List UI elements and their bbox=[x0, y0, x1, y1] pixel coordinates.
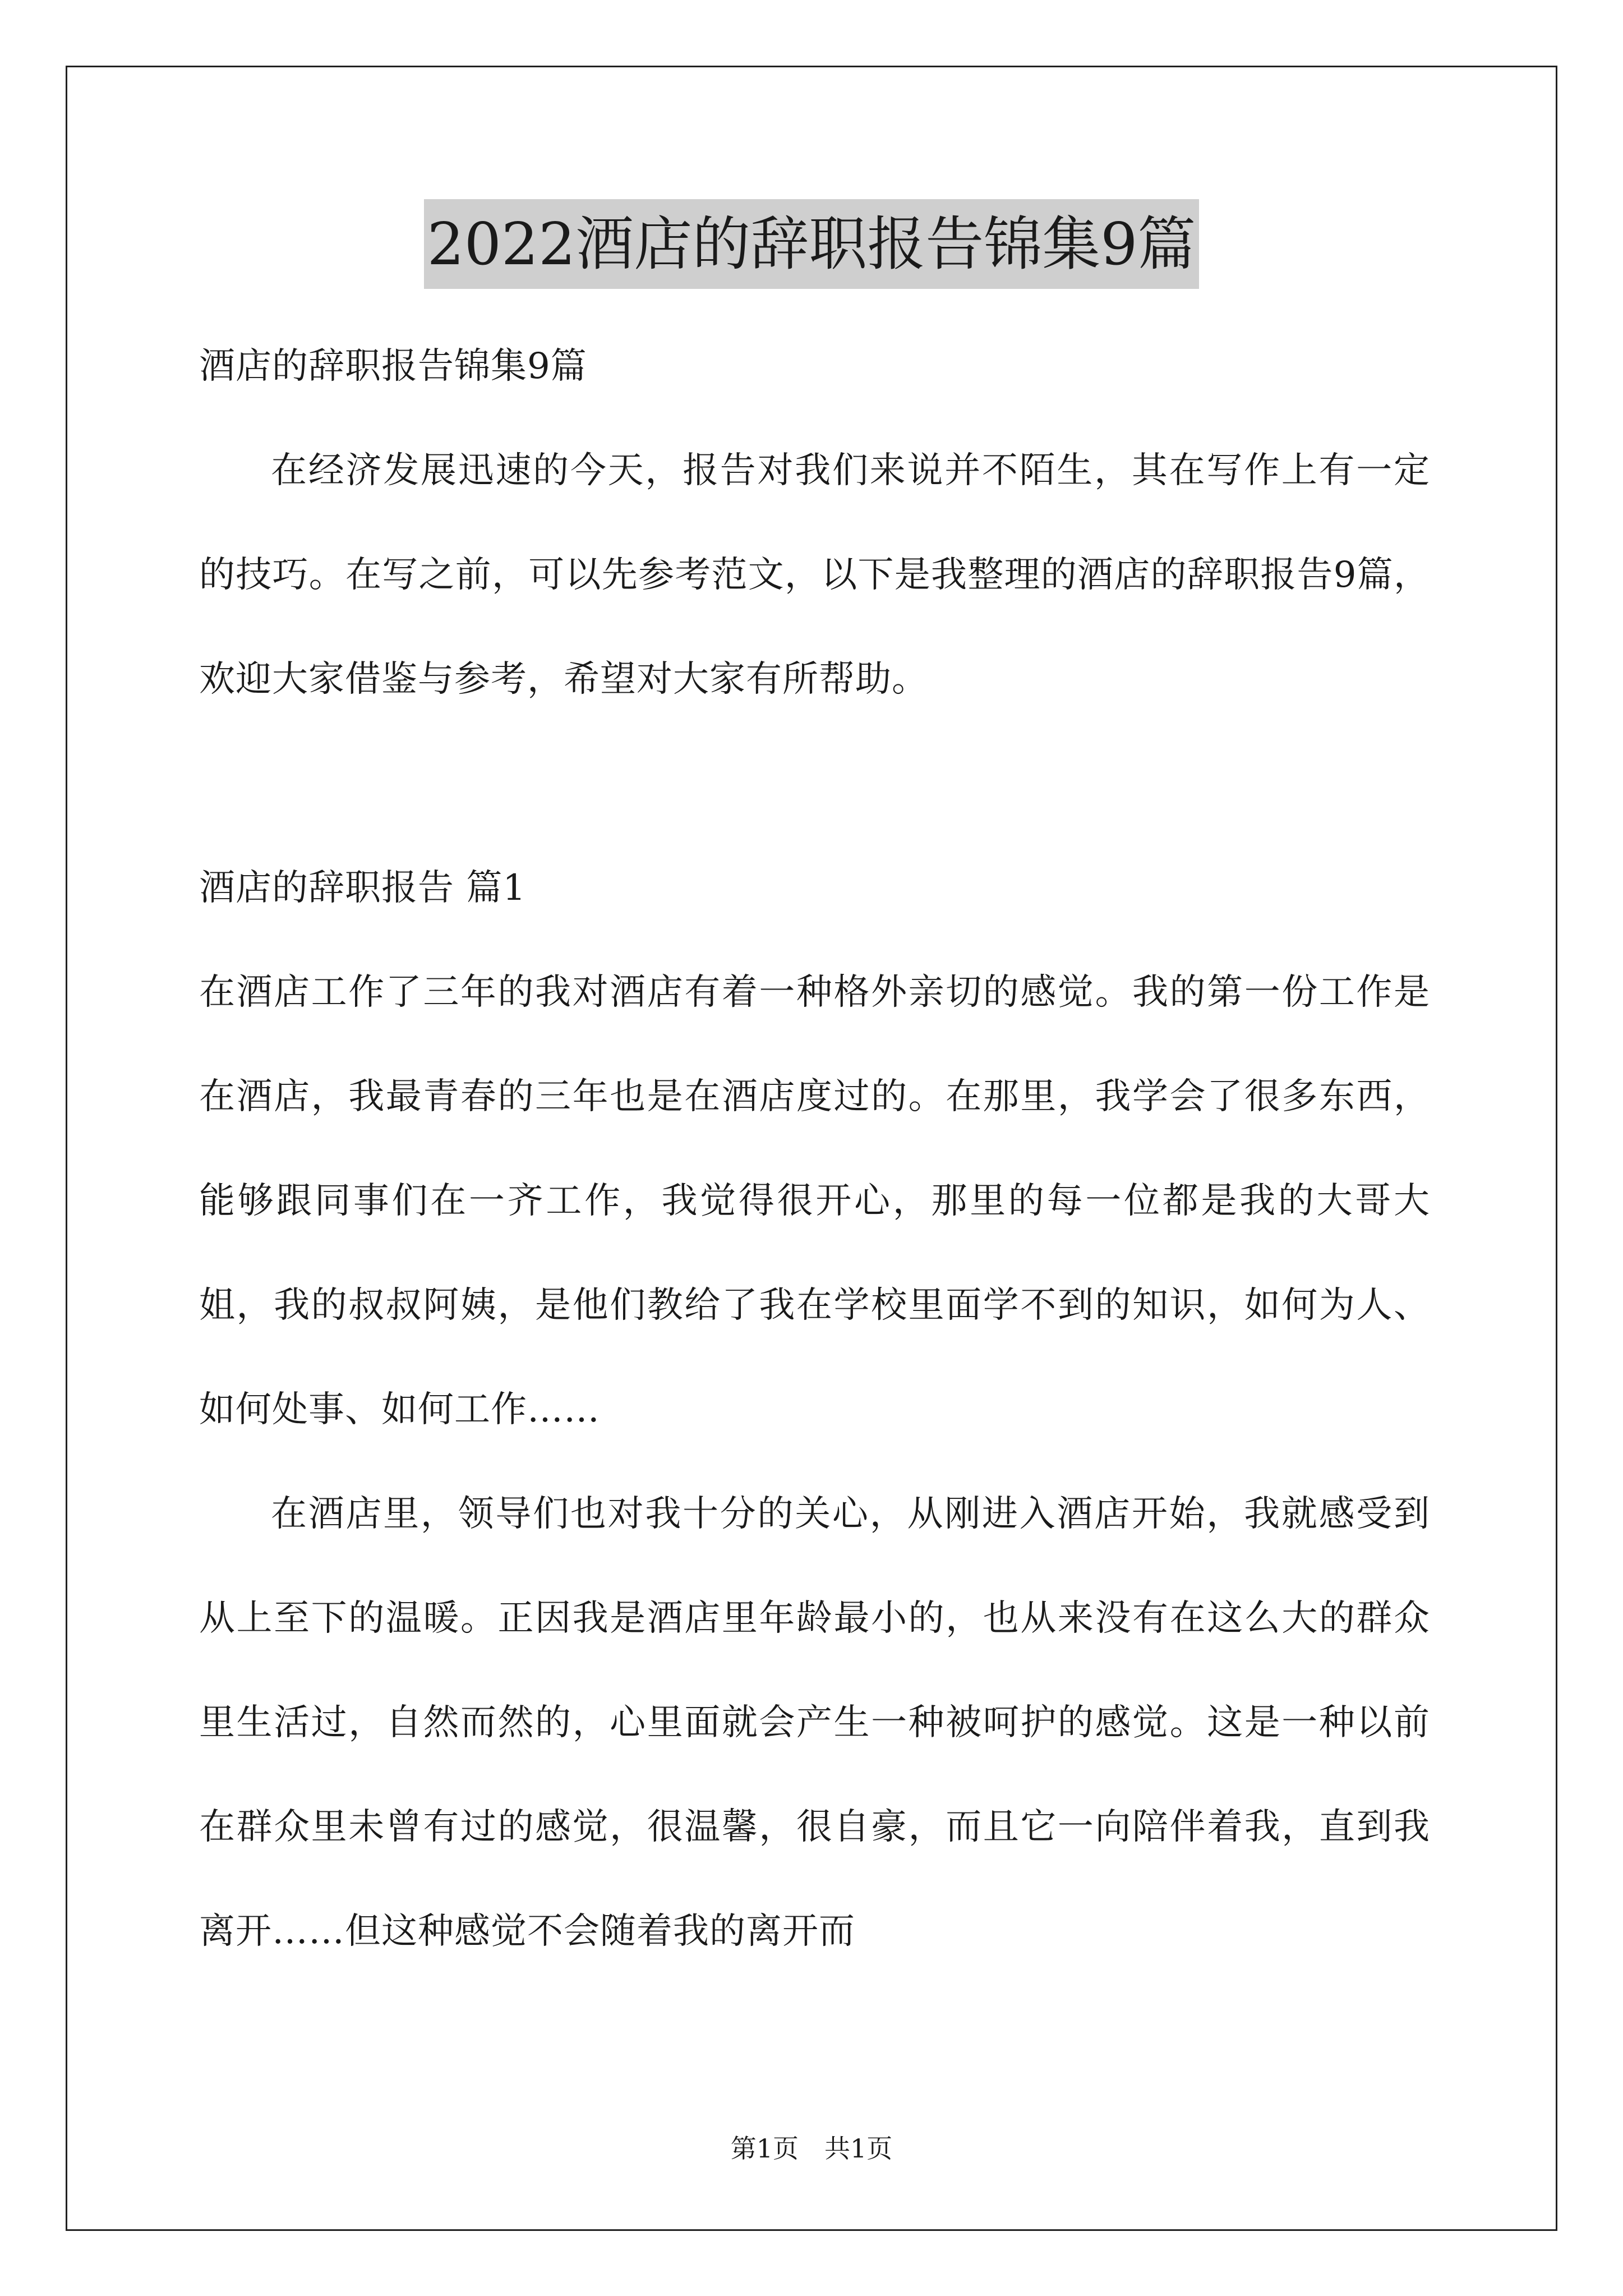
title-container bbox=[0, 199, 1623, 289]
section-heading: 酒店的辞职报告 篇1 bbox=[199, 867, 527, 909]
page-footer bbox=[0, 2132, 1623, 2165]
body-paragraph-2: 在酒店里，领导们也对我十分的关心，从刚进入酒店开始，我就感受到从上至下的温暖。正因我是酒店里年龄最小的，也从来没有在这么大的群众里生活过，自然而然的，心里面就会产生一种被呵护的感觉。这是一种以前在群众里未曾有过的感觉，很温馨，很自豪，而且它一向陪伴着我，直到我离开……但这种感觉不会随着我的离开而 bbox=[199, 1493, 1430, 1952]
body-paragraph-1: 在酒店工作了三年的我对酒店有着一种格外亲切的感觉。我的第一份工作是在酒店，我最青春的三年也是在酒店度过的。在那里，我学会了很多东西，能够跟同事们在一齐工作，我觉得很开心，那里的每一位都是我的大哥大姐，我的叔叔阿姨，是他们教给了我在学校里面学不到的知识，如何为人、如何处事、如何工作…… bbox=[199, 972, 1430, 1430]
intro-paragraph: 在经济发展迅速的今天，报告对我们来说并不陌生，其在写作上有一定的技巧。在写之前，可以先参考范文，以下是我整理的酒店的辞职报告9篇，欢迎大家借鉴与参考，希望对大家有所帮助。 bbox=[199, 450, 1430, 700]
document-body bbox=[199, 314, 1430, 1984]
document-title: 2022酒店的辞职报告锦集9篇 bbox=[424, 199, 1200, 289]
document-subtitle: 酒店的辞职报告锦集9篇 bbox=[199, 346, 587, 387]
page-number: 第1页 bbox=[730, 2133, 799, 2164]
page-total: 共1页 bbox=[824, 2133, 893, 2164]
